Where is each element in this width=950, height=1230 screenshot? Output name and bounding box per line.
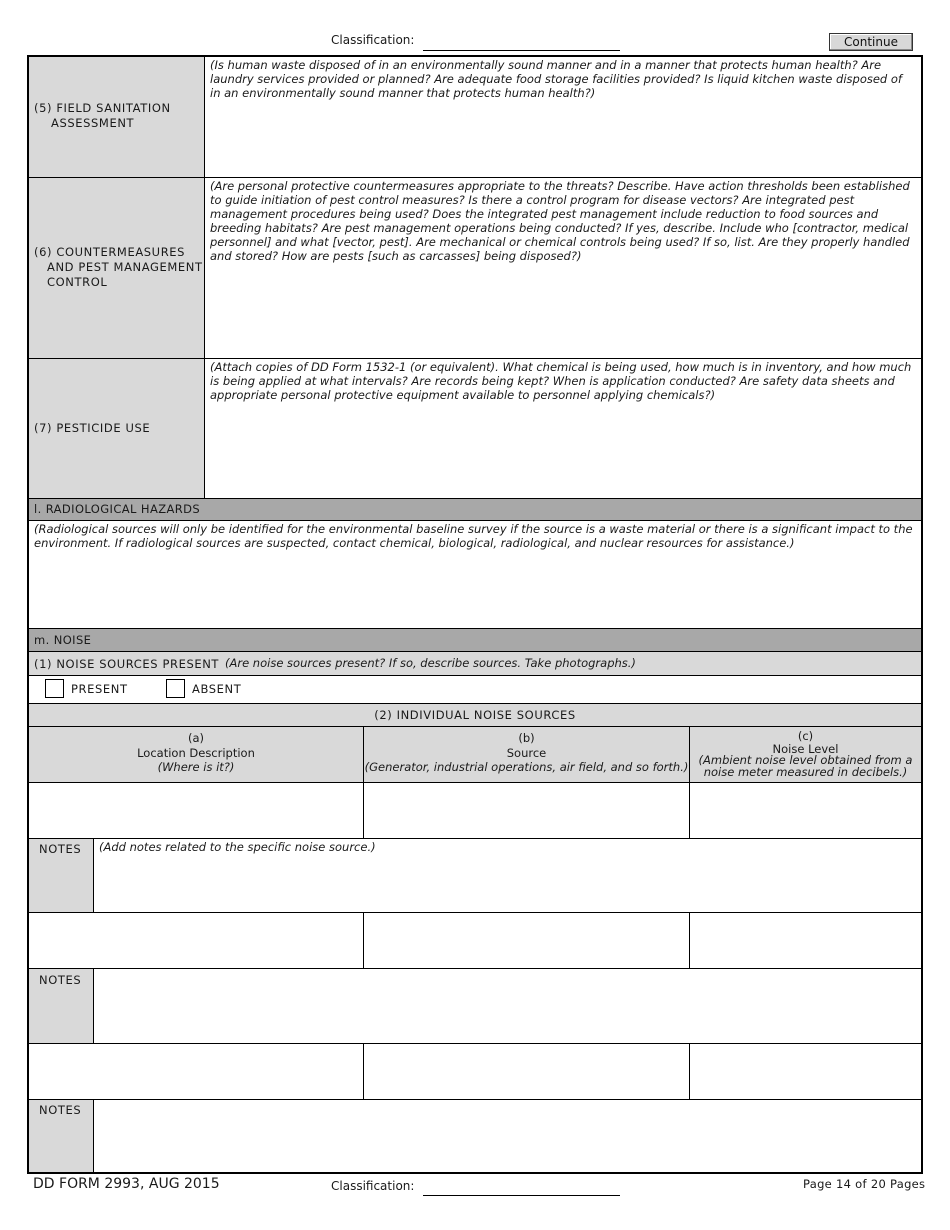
continue-button[interactable]: Continue bbox=[829, 33, 913, 51]
pesticide-input[interactable] bbox=[204, 358, 922, 499]
entry-3-noise-level-input[interactable] bbox=[689, 1043, 922, 1100]
footer-classification-field[interactable] bbox=[423, 1182, 620, 1196]
noise-sources-row bbox=[28, 651, 922, 676]
column-header-source bbox=[363, 726, 690, 783]
pesticide-label-cell bbox=[28, 358, 205, 499]
radiological-input[interactable] bbox=[28, 520, 922, 629]
column-c-letter: (c) bbox=[797, 729, 814, 743]
column-b-title: Source bbox=[506, 746, 547, 760]
entry-2-source-input[interactable] bbox=[363, 912, 690, 969]
countermeasures-hint: (Are personal protective countermeasures appropriate to the threats? Describe. Have action thresholds been established to guide initiation of pest control measures? Is there a control program for disease vectors? Are integrated pest management procedures being used? Does the integrated pest management include reduction to food sources and breeding habitats? Are pest management operations being conducted? If yes, describe. Include who [contractor, medical personnel] and what [vector, pest]. Are mechanical or chemical controls being used? If so, list. Are they properly handled and stored? How are pests [such as carcasses] being disposed?) bbox=[210, 179, 910, 263]
countermeasures-label-line2: AND PEST MANAGEMENT bbox=[47, 260, 203, 274]
individual-sources-header bbox=[28, 703, 922, 727]
column-a-hint: (Where is it?) bbox=[157, 760, 235, 774]
entry-3-location-input[interactable] bbox=[28, 1043, 364, 1100]
absent-checkbox[interactable] bbox=[166, 679, 185, 698]
field-sanitation-label-line2: ASSESSMENT bbox=[51, 116, 135, 130]
column-a-title: Location Description bbox=[137, 746, 255, 760]
entry-1-noise-level-input[interactable] bbox=[689, 782, 922, 839]
present-label: PRESENT bbox=[71, 682, 128, 696]
field-sanitation-label-line1: (5) FIELD SANITATION bbox=[34, 101, 171, 115]
field-sanitation-hint: (Is human waste disposed of in an environmentally sound manner and in a manner that protects human health? Are laundry services provided or planned? Are adequate food storage facilities provided? Is liquid kitchen waste disposed of in an environmentally sound manner that protects human health?) bbox=[210, 58, 902, 100]
entry-2-notes-label: NOTES bbox=[39, 973, 82, 987]
entry-1-notes-label: NOTES bbox=[39, 842, 82, 856]
noise-title: m. NOISE bbox=[34, 633, 92, 647]
entry-3-notes-label: NOTES bbox=[39, 1103, 82, 1117]
entry-1-location-input[interactable] bbox=[28, 782, 364, 839]
individual-sources-title: (2) INDIVIDUAL NOISE SOURCES bbox=[374, 708, 576, 722]
footer-classification-label: Classification: bbox=[331, 1179, 415, 1193]
entry-2-notes-input[interactable] bbox=[93, 968, 922, 1044]
column-c-title: Noise Level bbox=[772, 742, 839, 756]
radiological-title: l. RADIOLOGICAL HAZARDS bbox=[34, 502, 201, 516]
entry-1-notes-input[interactable] bbox=[93, 838, 922, 913]
entry-1-notes-hint: (Add notes related to the specific noise source.) bbox=[99, 840, 376, 854]
field-sanitation-input[interactable] bbox=[204, 56, 922, 178]
noise-sources-hint: (Are noise sources present? If so, describe sources. Take photographs.) bbox=[225, 656, 636, 670]
present-checkbox[interactable] bbox=[45, 679, 64, 698]
entry-2-location-input[interactable] bbox=[28, 912, 364, 969]
column-a-letter: (a) bbox=[187, 731, 205, 745]
field-sanitation-label-cell bbox=[28, 56, 205, 178]
entry-2-noise-level-input[interactable] bbox=[689, 912, 922, 969]
countermeasures-label-line3: CONTROL bbox=[47, 275, 108, 289]
countermeasures-input[interactable] bbox=[204, 177, 922, 359]
countermeasures-label-cell bbox=[28, 177, 205, 359]
radiological-header bbox=[28, 498, 922, 521]
entry-1-source-input[interactable] bbox=[363, 782, 690, 839]
header-classification-label: Classification: bbox=[331, 33, 415, 47]
column-header-location bbox=[28, 726, 364, 783]
form-id: DD FORM 2993, AUG 2015 bbox=[33, 1176, 220, 1192]
absent-label: ABSENT bbox=[192, 682, 242, 696]
column-header-noise-level bbox=[689, 726, 922, 783]
entry-1-notes-label-cell bbox=[28, 838, 94, 913]
entry-2-notes-label-cell bbox=[28, 968, 94, 1044]
column-c-hint: (Ambient noise level obtained from a noise meter measured in decibels.) bbox=[698, 753, 913, 779]
noise-sources-label: (1) NOISE SOURCES PRESENT bbox=[34, 657, 220, 671]
entry-3-notes-input[interactable] bbox=[93, 1099, 922, 1173]
pesticide-label: (7) PESTICIDE USE bbox=[34, 421, 151, 435]
countermeasures-label-line1: (6) COUNTERMEASURES bbox=[34, 245, 186, 259]
header-classification-field[interactable] bbox=[423, 37, 620, 51]
noise-presence-row bbox=[28, 675, 922, 704]
noise-header bbox=[28, 628, 922, 652]
entry-3-source-input[interactable] bbox=[363, 1043, 690, 1100]
page-indicator: Page 14 of 20 Pages bbox=[803, 1177, 926, 1191]
pesticide-hint: (Attach copies of DD Form 1532-1 (or equivalent). What chemical is being used, how much is in inventory, and how much is being applied at what intervals? Are records being kept? When is application conducted? Are safety data sheets and appropriate personal protective equipment available to personnel applying chemicals?) bbox=[210, 360, 912, 402]
column-b-hint: (Generator, industrial operations, air field, and so forth.) bbox=[364, 760, 689, 774]
radiological-hint: (Radiological sources will only be identified for the environmental baseline survey if the source is a waste material or there is a significant impact to the environment. If radiological sources are suspected, contact chemical, biological, radiological, and nuclear resources for assistance.) bbox=[34, 522, 913, 550]
entry-3-notes-label-cell bbox=[28, 1099, 94, 1173]
column-b-letter: (b) bbox=[518, 731, 535, 745]
